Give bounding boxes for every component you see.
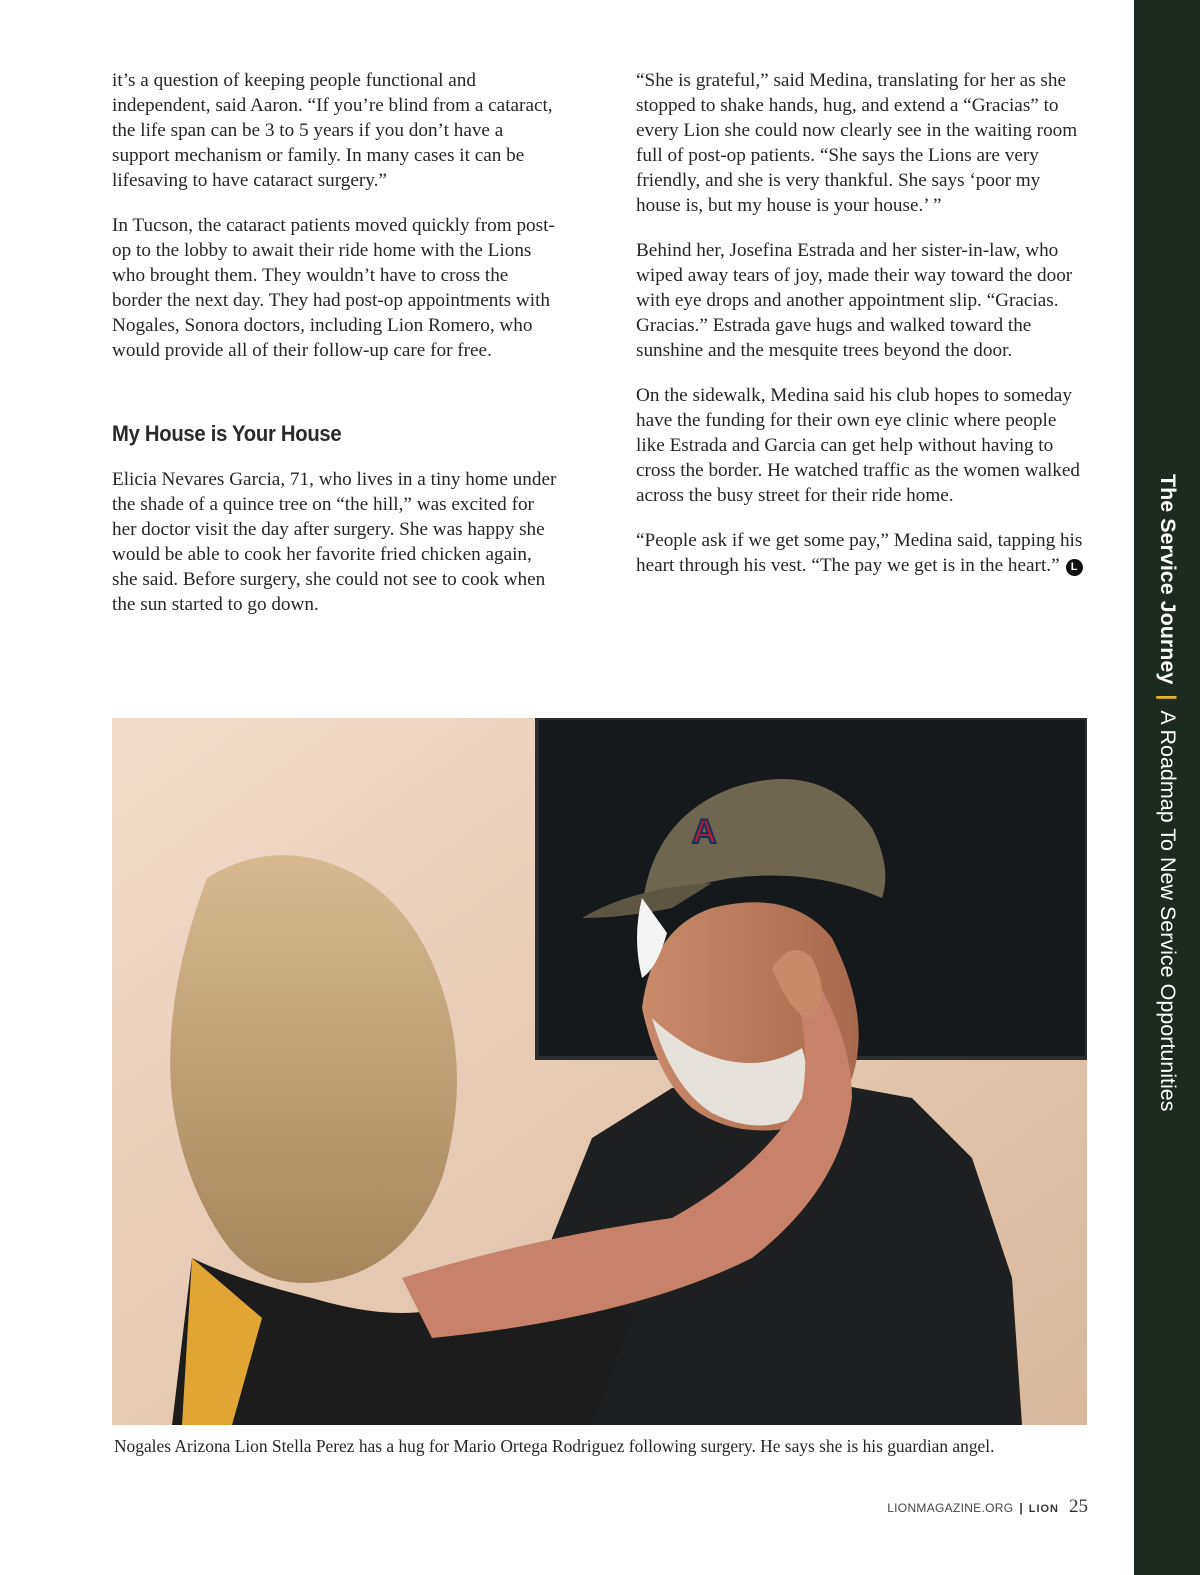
article-left-column <box>112 68 562 637</box>
body-paragraph: “She is grateful,” said Medina, translating for her as she stopped to shake hands, hug, and extend a “Gracias” to every Lion she could now clearly see in the waiting room full of post-op patients. “She says the Lions are very friendly, and she is very thankful. She says ‘poor my house is, but my house is your house.’ ” <box>636 70 1078 216</box>
section-subheading: My House is Your House <box>112 421 342 446</box>
cap-logo-icon: A <box>692 813 717 851</box>
body-paragraph: it’s a question of keeping people functional and independent, said Aaron. “If you’re blind from a cataract, the life span can be 3 to 5 years if you don’t have a support mechanism or family. In many cases it can be lifesaving to have cataract surgery.” <box>112 70 553 191</box>
photo-illustration <box>112 718 1087 1425</box>
footer-separator: | <box>1019 1501 1023 1515</box>
footer-site: LIONMAGAZINE.ORG <box>887 1501 1014 1515</box>
section-name: The Service Journey <box>1156 474 1180 685</box>
body-paragraph: Elicia Nevares Garcia, 71, who lives in a tiny home under the shade of a quince tree on “the hill,” was excited for her doctor visit the day after surgery. She was happy she would be able to cook her favorite fried chicken again, she said. Before surgery, she could not see to cook when the sun started to go down. <box>112 469 557 615</box>
body-paragraph: In Tucson, the cataract patients moved quickly from post-op to the lobby to await their ride home with the Lions who brought them. They wouldn’t have to cross the border the next day. They had post-op appointments with Nogales, Sonora doctors, including Lion Romero, who would provide all of their follow-up care for free. <box>112 215 555 361</box>
body-paragraph: On the sidewalk, Medina said his club hopes to someday have the funding for their own eye clinic where people like Estrada and Garcia can get help without having to cross the border. He watched traffic as the women walked across the busy street for their ride home. <box>636 385 1080 506</box>
page-footer <box>887 1496 1088 1518</box>
footer-magazine-name: LION <box>1028 1503 1059 1515</box>
final-paragraph <box>636 528 1086 578</box>
section-subtitle: A Roadmap To New Service Opportunities <box>1156 710 1180 1112</box>
photo-caption: Nogales Arizona Lion Stella Perez has a hug for Mario Ortega Rodriguez following surgery. He says she is his guardian angel. <box>114 1436 995 1456</box>
article-right-column <box>636 68 1086 598</box>
section-separator: | <box>1156 694 1180 701</box>
body-paragraph: Behind her, Josefina Estrada and her sister-in-law, who wiped away tears of joy, made their way toward the door with eye drops and another appointment slip. “Gracias. Gracias.” Estrada gave hugs and walked toward the sunshine and the mesquite trees beyond the door. <box>636 240 1073 361</box>
final-paragraph-text: “People ask if we get some pay,” Medina said, tapping his heart through his vest. “The pay we get is in the heart.” <box>636 530 1083 576</box>
page-number: 25 <box>1069 1496 1088 1517</box>
section-side-label <box>1146 474 1180 1112</box>
lion-end-mark-icon: L <box>1066 559 1083 576</box>
article-photo <box>112 718 1087 1425</box>
